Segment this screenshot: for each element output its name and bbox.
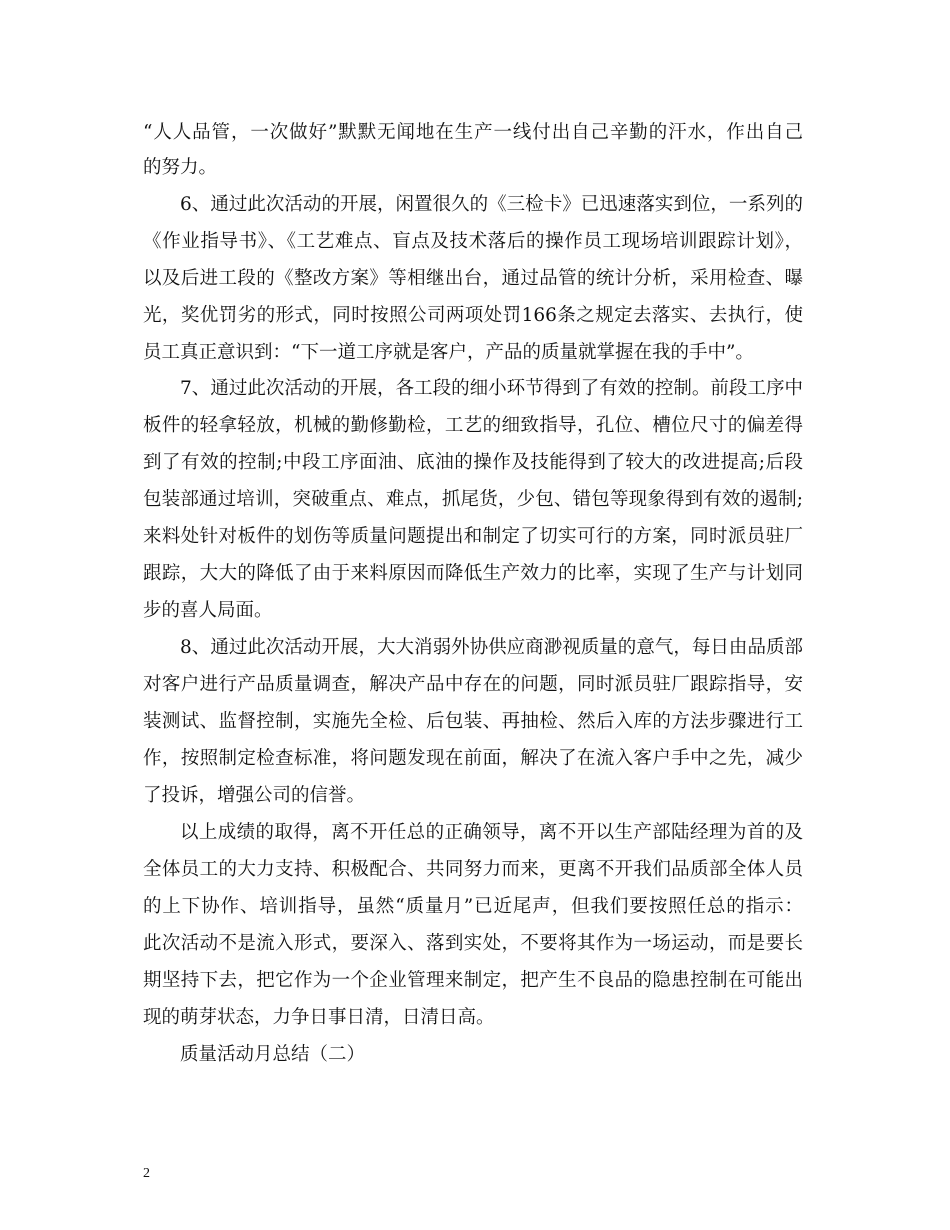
section-title: 质量活动月总结（二） <box>180 1044 366 1065</box>
text-line: 作，按照制定检查标准，将问题发现在前面，解决了在流入客户手中之先，减少 <box>143 748 803 769</box>
text-line: 全体员工的大力支持、积极配合、共同努力而来，更离不开我们品质部全体人员 <box>143 859 803 880</box>
text-line: 员工真正意识到：“下一道工序就是客户，产品的质量就掌握在我的手中”。 <box>143 342 754 363</box>
text-line: 此次活动不是流入形式，要深入、落到实处，不要将其作为一场运动，而是要长 <box>143 933 803 954</box>
text-line: 装测试、监督控制，实施先全检、后包装、再抽检、然后入库的方法步骤进行工 <box>143 711 803 732</box>
text-line: 光，奖优罚劣的形式，同时按照公司两项处罚166条之规定去落实、去执行，使 <box>143 305 803 326</box>
text-line: 到了有效的控制;中段工序面油、底油的操作及技能得到了较大的改进提高;后段 <box>143 452 803 473</box>
text-line: 对客户进行产品质量调查，解决产品中存在的问题，同时派员驻厂跟踪指导，安 <box>143 674 803 695</box>
text-line: 来料处针对板件的划伤等质量问题提出和制定了切实可行的方案，同时派员驻厂 <box>143 526 803 547</box>
text-line: 6、通过此次活动的开展，闲置很久的《三检卡》已迅速落实到位，一系列的 <box>180 194 803 215</box>
text-line: 现的萌芽状态，力争日事日清，日清日高。 <box>143 1007 495 1028</box>
text-line: 的努力。 <box>143 157 218 178</box>
text-line: 步的喜人局面。 <box>143 600 273 621</box>
text-line: 期坚持下去，把它作为一个企业管理来制定，把产生不良品的隐患控制在可能出 <box>143 970 803 991</box>
text-line: 以上成绩的取得，离不开任总的正确领导，离不开以生产部陆经理为首的及 <box>180 822 803 843</box>
text-line: 跟踪，大大的降低了由于来料原因而降低生产效力的比率，实现了生产与计划同 <box>143 563 803 584</box>
text-line: 的上下协作、培训指导，虽然“质量月”已近尾声，但我们要按照任总的指示： <box>143 896 803 917</box>
text-line: 8、通过此次活动开展，大大消弱外协供应商渺视质量的意气，每日由品质部 <box>180 637 803 658</box>
text-line: 了投诉，增强公司的信誉。 <box>143 785 366 806</box>
text-line: 板件的轻拿轻放，机械的勤修勤检，工艺的细致指导，孔位、槽位尺寸的偏差得 <box>143 415 803 436</box>
text-line: 包装部通过培训，突破重点、难点，抓尾货，少包、错包等现象得到有效的遏制; <box>143 489 803 510</box>
text-line: 《作业指导书》、《工艺难点、盲点及技术落后的操作员工现场培训跟踪计划》， <box>143 231 803 252</box>
page-number: 2 <box>143 1166 150 1181</box>
text-line: 7、通过此次活动的开展，各工段的细小环节得到了有效的控制。前段工序中 <box>180 378 803 399</box>
text-line: 以及后进工段的《整改方案》等相继出台，通过品管的统计分析，采用检查、曝 <box>143 268 803 289</box>
text-line: “人人品管，一次做好”默默无闻地在生产一线付出自己辛勤的汗水，作出自己 <box>143 122 803 143</box>
